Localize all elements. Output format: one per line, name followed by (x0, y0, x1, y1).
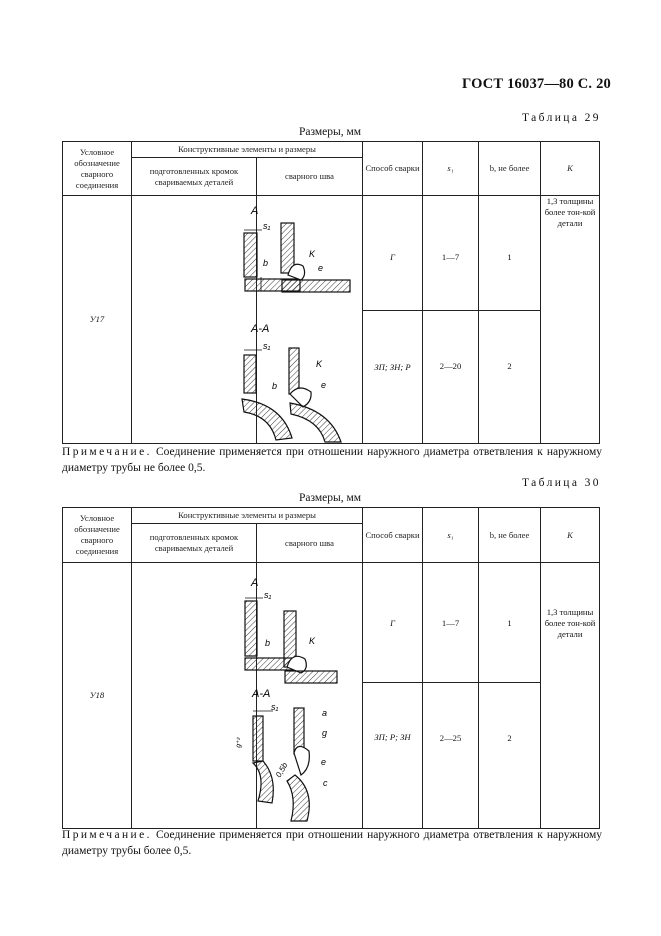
note-30-lead: Примечание. (62, 829, 152, 841)
b-row-2: 2 (479, 310, 541, 443)
col-prepared-header: подготовленных кромок свариваемых деталей (132, 158, 257, 196)
view-aa-label-2: А-А (252, 688, 271, 700)
method-row-1: Г (363, 196, 423, 311)
b-row-1: 1 (479, 196, 541, 311)
b-row-4: 2 (479, 683, 541, 829)
s1-label: s₁ (263, 221, 271, 231)
g-label: g (322, 728, 328, 738)
col-weld-header-2: сварного шва (257, 524, 363, 563)
b-row-3: 1 (479, 563, 541, 683)
b-label-3: b (265, 638, 271, 648)
col-elements-header-2: Конструктивные элементы и размеры (132, 508, 363, 524)
weld-svg-2 (257, 563, 363, 825)
col-k-header: K (541, 142, 600, 196)
table-30-caption: Таблица 30 (522, 477, 601, 489)
g-half-label: g⁺² (235, 737, 244, 749)
col-prepared-header-2: подготовленных кромок свариваемых деталей (132, 524, 257, 563)
e-label-3: e (321, 757, 327, 767)
method-row-2: ЗП; ЗН; Р (363, 310, 423, 443)
prepared-edges-svg-2 (132, 563, 290, 825)
method-row-4: ЗП; Р; ЗН (363, 683, 423, 829)
weld-drawing-2 (257, 563, 363, 829)
e-label-2: e (321, 380, 327, 390)
s1-row-1: 1—7 (423, 196, 479, 311)
col-elements-header: Конструктивные элементы и размеры (132, 142, 363, 158)
a-label: a (322, 708, 328, 718)
k-label-2: K (316, 359, 323, 369)
note-29-text: Соединение применяется при отношении наружного диаметра ответвления к наружному диаметру трубы не более 0,5. (62, 446, 602, 474)
table-29-dimensions: Размеры, мм (299, 126, 362, 138)
page-header: ГОСТ 16037—80 С. 20 (462, 76, 611, 92)
note-30-text: Соединение применяется при отношении наружного диаметра ответвления к наружному диаметру трубы более 0,5. (62, 829, 602, 857)
e-label: e (318, 263, 324, 273)
note-29-lead: Примечание. (62, 446, 152, 458)
k-value-2: 1,3 толщины более тон-кой детали (541, 563, 600, 829)
s1-label-2: s₁ (263, 341, 271, 351)
prepared-edges-drawing (132, 196, 278, 444)
col-weld-header: сварного шва (257, 158, 363, 196)
weld-svg (257, 196, 363, 440)
weld-drawing (257, 196, 363, 444)
col-k-header-2: K (541, 508, 600, 563)
s1-label-4: s₁ (271, 702, 279, 712)
s1-row-2: 2—20 (423, 310, 479, 443)
table-30-dimensions: Размеры, мм (299, 492, 362, 504)
col-method-header-2: Способ сварки (363, 508, 423, 563)
col-b-header-2: b, не более (479, 508, 541, 563)
col-method-header: Способ сварки (363, 142, 423, 196)
s1-label-3: s₁ (264, 590, 272, 600)
joint-designation-2: У18 (63, 563, 132, 829)
c-label: c (323, 778, 328, 788)
note-30 (62, 827, 602, 859)
prepared-edges-drawing-2 (132, 563, 290, 829)
col-designation-header-2: Условное обозначение сварного соединения (63, 508, 132, 563)
table-30 (62, 507, 600, 829)
table-29-caption: Таблица 29 (522, 112, 601, 124)
view-a-label: А (251, 205, 259, 217)
col-s1-header: s₁ (423, 142, 479, 196)
s1-row-4: 2—25 (423, 683, 479, 829)
b-label: b (263, 258, 269, 268)
method-row-3: Г (363, 563, 423, 683)
table-29 (62, 141, 600, 444)
view-a-label-2: А (251, 577, 259, 589)
k-label-3: K (309, 636, 316, 646)
b-label-2: b (272, 381, 278, 391)
s1-row-3: 1—7 (423, 563, 479, 683)
col-b-header: b, не более (479, 142, 541, 196)
col-designation-header: Условное обозначение сварного соединения (63, 142, 132, 196)
note-29 (62, 444, 602, 476)
prepared-edges-svg (132, 196, 278, 440)
view-aa-label: А-А (251, 323, 270, 335)
joint-designation: У17 (63, 196, 132, 444)
k-value: 1,3 толщины более тон-кой детали (541, 196, 600, 444)
col-s1-header-2: s₁ (423, 508, 479, 563)
k-label: K (309, 249, 316, 259)
half-b-label: 0,5b (273, 761, 290, 779)
